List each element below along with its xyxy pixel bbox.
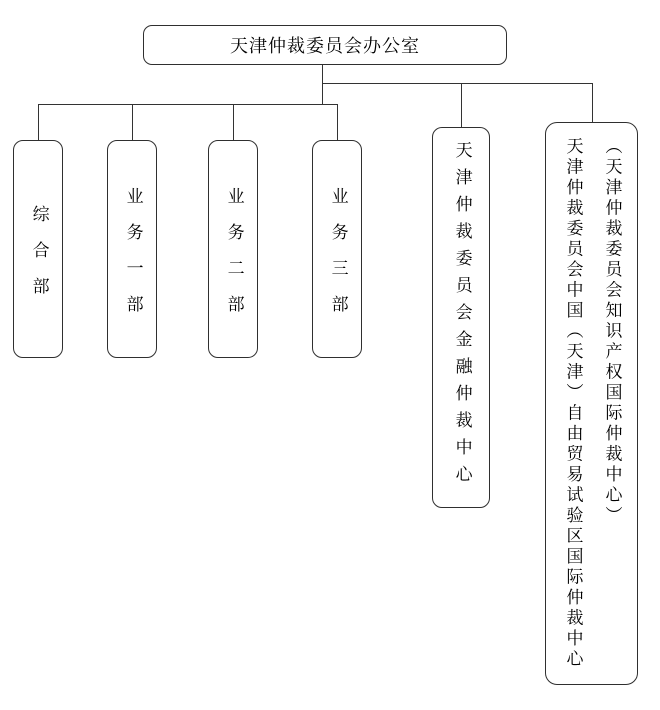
ftz-arbitration-center-box: [545, 122, 638, 685]
root-box: [143, 25, 507, 65]
connector-branch-right: [322, 83, 593, 84]
connector-drop-business-2: [233, 104, 234, 140]
connector-drop-ftz-center: [592, 83, 593, 122]
dept-box-business-3-label: 业务三部: [327, 186, 348, 331]
dept-box-business-3: [312, 140, 362, 358]
ftz-center-main-name-column: 天津仲裁委员会中国（天津）自由贸易试验区国际仲裁中心: [562, 137, 583, 670]
dept-box-general: [13, 140, 63, 358]
dept-box-general-label: 综合部: [28, 204, 49, 313]
connector-drop-business-1: [132, 104, 133, 140]
connector-root-stem: [322, 65, 323, 104]
connector-drop-general-dept: [38, 104, 39, 140]
dept-box-business-1-label: 业务一部: [122, 186, 143, 331]
dept-box-business-2-label: 业务二部: [223, 186, 244, 331]
financial-arbitration-center-box: [432, 127, 490, 508]
financial-arbitration-center-label: 天津仲裁委员会金融仲裁中心: [451, 141, 472, 492]
connector-drop-business-3: [337, 104, 338, 140]
dept-box-business-1: [107, 140, 157, 358]
ftz-arbitration-center-label: [553, 137, 631, 670]
connector-drop-financial-center: [461, 83, 462, 127]
connector-branch-left: [38, 104, 338, 105]
root-box-label: 天津仲裁委员会办公室: [230, 36, 420, 57]
dept-box-business-2: [208, 140, 258, 358]
ftz-center-alt-name-column: （天津仲裁委员会知识产权国际仲裁中心）: [601, 137, 622, 527]
